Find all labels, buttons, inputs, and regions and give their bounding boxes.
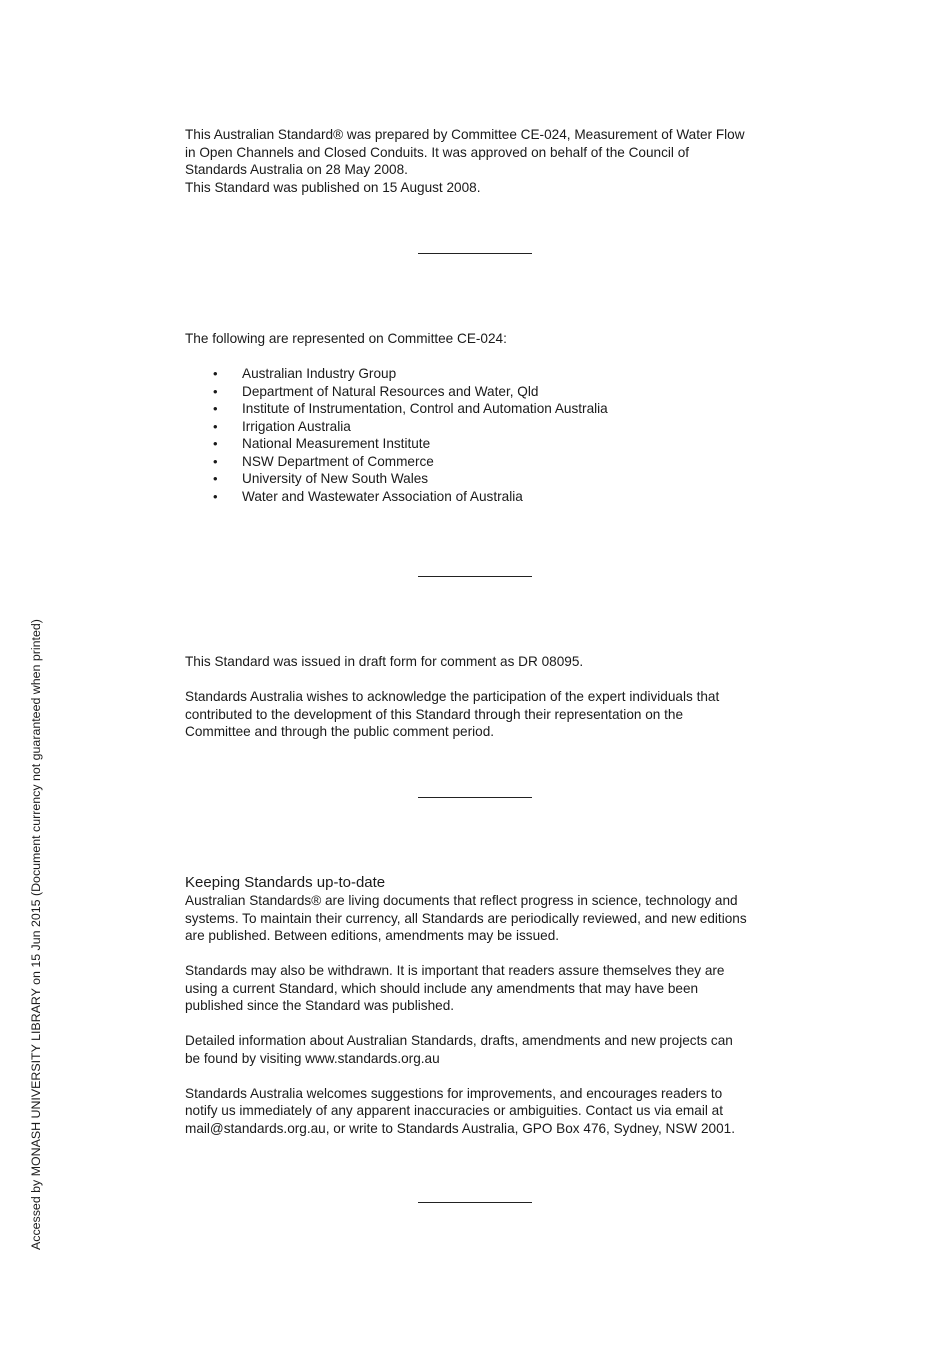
bullet-icon: • xyxy=(213,453,218,469)
bullet-icon: • xyxy=(213,418,218,434)
acknowledgement-line-2: contributed to the development of this Standard through their representation on the xyxy=(185,706,684,722)
draft-issued-text: This Standard was issued in draft form for comment as DR 08095. xyxy=(185,654,584,669)
paragraph-line: systems. To maintain their currency, all Standards are periodically reviewed, and new editions xyxy=(185,910,747,926)
list-item: • Department of Natural Resources and Water, Qld xyxy=(213,383,539,399)
paragraph-line: Australian Standards® are living documents that reflect progress in science, technology and xyxy=(185,893,738,908)
paragraph-line: using a current Standard, which should include any amendments that may have been xyxy=(185,980,699,996)
approval-block xyxy=(185,126,775,196)
access-watermark-text: Accessed by MONASH UNIVERSITY LIBRARY on 15 Jun 2015 (Document currency not guaranteed when printed) xyxy=(29,619,43,1250)
section-divider xyxy=(418,1202,532,1203)
paragraph-line: Standards may also be withdrawn. It is important that readers assure themselves they are xyxy=(185,963,725,978)
approval-line-2: in Open Channels and Closed Conduits. It was approved on behalf of the Council of xyxy=(185,144,690,160)
bullet-icon: • xyxy=(213,383,218,399)
committee-block xyxy=(185,330,775,505)
approval-line-1: This Australian Standard® was prepared by Committee CE-024, Measurement of Water Flow xyxy=(185,127,745,142)
bullet-icon: • xyxy=(213,366,218,381)
paragraph-line: Detailed information about Australian Standards, drafts, amendments and new projects can xyxy=(185,1033,733,1048)
keeping-standards-block xyxy=(185,874,775,1137)
draft-block xyxy=(185,653,775,741)
section-divider xyxy=(418,797,532,798)
paragraph-line: notify us immediately of any apparent inaccuracies or ambiguities. Contact us via email at xyxy=(185,1103,723,1118)
list-item: • Australian Industry Group xyxy=(213,366,397,381)
paragraph-line: be found by visiting www.standards.org.au xyxy=(185,1050,440,1066)
section-divider xyxy=(418,253,532,254)
section-heading: Keeping Standards up-to-date xyxy=(185,874,386,891)
paragraph-line: published since the Standard was published. xyxy=(185,998,455,1013)
committee-intro: The following are represented on Committee CE-024: xyxy=(185,331,507,346)
section-divider xyxy=(418,576,532,577)
paragraph-line: Standards Australia welcomes suggestions for improvements, and encourages readers to xyxy=(185,1085,723,1101)
publication-date: This Standard was published on 15 August 2008. xyxy=(185,179,481,195)
paragraph-line: are published. Between editions, amendments may be issued. xyxy=(185,928,560,943)
acknowledgement-line-1: Standards Australia wishes to acknowledge the participation of the expert individuals that xyxy=(185,689,720,704)
acknowledgement-line-3: Committee and through the public comment period. xyxy=(185,724,495,739)
bullet-icon: • xyxy=(213,471,218,486)
bullet-icon: • xyxy=(213,488,218,504)
approval-line-3: Standards Australia on 28 May 2008. xyxy=(185,162,408,177)
list-item: • Water and Wastewater Association of Australia xyxy=(213,488,523,504)
list-item: • Institute of Instrumentation, Control and Automation Australia xyxy=(213,401,608,416)
list-item: • Irrigation Australia xyxy=(213,418,351,434)
paragraph-line: mail@standards.org.au, or write to Standards Australia, GPO Box 476, Sydney, NSW 2001. xyxy=(185,1120,736,1136)
bullet-icon: • xyxy=(213,436,218,451)
list-item: • NSW Department of Commerce xyxy=(213,453,434,469)
committee-member-list xyxy=(185,365,775,505)
list-item: • National Measurement Institute xyxy=(213,436,431,451)
bullet-icon: • xyxy=(213,401,218,416)
list-item: • University of New South Wales xyxy=(213,471,429,486)
